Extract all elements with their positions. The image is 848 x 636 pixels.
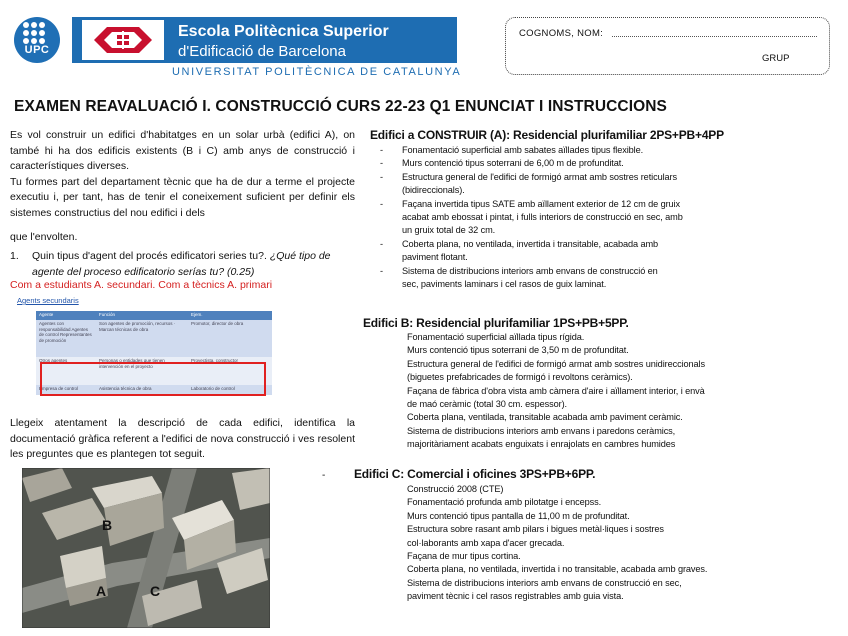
school-name-line1: Escola Politècnica Superior <box>178 23 389 40</box>
answer-text: Com a estudiants A. secundari. Com a tècnics A. primari <box>10 279 273 291</box>
intro-paragraph-2: Tu formes part del departament tècnic que ha de dur a terme el projecte executiu i, per tant, has de tenir el coneixement suficient per definir els sistemes constructius del nou edifici i dels <box>10 175 355 219</box>
building-c-line: Façana de mur tipus cortina. <box>407 551 521 562</box>
building-b-line: majoritàriament acabats enguixats i enrajolats en cambres humides <box>407 439 676 450</box>
building-b-line: Estructura general de l'edifici de formigó armat amb sostres unidireccionals <box>407 358 705 369</box>
highlight-box <box>40 362 266 396</box>
table-header-row <box>36 311 272 320</box>
building-b-line: Murs contenció tipus soterrani de 3,50 m de profunditat. <box>407 345 629 356</box>
building-a-item-line <box>376 211 731 224</box>
question-text: Quin tipus d'agent del procés edificatori series tu?. <box>32 250 267 262</box>
bullet-dash: - <box>380 145 383 155</box>
school-emblem <box>82 20 164 60</box>
building-b-line: Fonamentació superficial aïllada tipus rígida. <box>407 332 585 342</box>
building-c-line: col·laborants amb xapa d'acer grecada. <box>407 537 565 548</box>
building-c-dash: - <box>322 470 326 481</box>
instructions-paragraph: Llegeix atentament la descripció de cada edifici, identifica la documentació gràfica referent a l'edifici de nova construcció i ves resolent les preguntes que es plantegen tot seguit. <box>10 417 355 460</box>
intro-text <box>10 128 355 221</box>
name-field-line[interactable] <box>612 36 817 37</box>
building-a-item-text: Murs contenció tipus soterrani de 6,00 m de profunditat. <box>402 158 624 169</box>
building-b-line: Façana de fàbrica d'obra vista amb càmera d'aire i aïllament interior, i envà <box>407 385 705 396</box>
building-a-item-line <box>376 278 731 291</box>
building-a-item-text: Fonamentació superficial amb sabates aïllades tipus flexible. <box>402 145 644 155</box>
site-model-photo <box>22 468 270 628</box>
building-c-line: Coberta plana, no ventilada, invertida i no transitable, acabada amb graves. <box>407 564 708 575</box>
building-b-line: Coberta plana, ventilada, transitable acabada amb paviment ceràmic. <box>407 412 683 423</box>
table-cell: Laboratorio de control <box>188 385 272 395</box>
building-a-item-text: Coberta plana, no ventilada, invertida i transitable, acabada amb <box>402 238 659 249</box>
photo-label-c: C <box>150 583 161 599</box>
building-a-item-text: Façana invertida tipus SATE amb aïllament exterior de 12 cm de gruix <box>402 198 680 209</box>
table-cell: Asistencia técnica de obra <box>96 385 188 395</box>
table-row <box>36 320 272 357</box>
building-b-list <box>407 331 777 452</box>
table-cell: Son agentes de promoción, recursos · Marcan técnicas de obra <box>96 320 188 357</box>
building-c-line: Fonamentació profunda amb pilotatge i encepss. <box>407 497 602 508</box>
building-b-line: (biguetes prefabricades de formigó i revoltons ceràmics). <box>407 372 633 383</box>
table-cell: Personas o entidades que tienen intervención en el proyecto <box>96 357 188 385</box>
exam-title: EXAMEN REAVALUACIÓ I. CONSTRUCCIÓ CURS 22-23 Q1 ENUNCIAT I INSTRUCCIONS <box>14 98 667 115</box>
table-cell: Otros agentes <box>36 357 96 385</box>
school-name-line2: d'Edificació de Barcelona <box>178 43 346 60</box>
building-a-item-line <box>376 157 731 170</box>
building-a-item-text: (bidireccionals). <box>402 185 465 196</box>
table-cell: Empresa de control <box>36 385 96 395</box>
intro-paragraph-3: que l'envolten. <box>10 231 78 243</box>
name-label: COGNOMS, NOM: <box>519 28 604 39</box>
table-header-cell: Función <box>96 311 188 320</box>
building-a-item-line <box>376 251 731 264</box>
building-a-item-text: Sistema de distribucions interiors amb envans de construcció en <box>402 265 658 276</box>
photo-label-a: A <box>96 583 107 599</box>
question-text-block <box>32 249 362 280</box>
bullet-dash: - <box>380 238 383 249</box>
table-cell: Promotor, director de obra <box>188 320 272 357</box>
intro-paragraph-1: Es vol construir un edifici d'habitatges en un solar urbà (edifici A), on també hi ha dos edificis existents (B i C) amb anys de construcció i característiques diverses. <box>10 129 355 172</box>
building-a-item-line <box>376 224 731 237</box>
building-a-item-text: acabat amb ebossat i pintat, i fulls interiors de construcció en sec, amb <box>402 212 683 223</box>
agents-secondary-link[interactable]: Agents secundaris <box>17 296 79 305</box>
bullet-dash: - <box>380 171 383 182</box>
table-header-cell: Agente <box>36 311 96 320</box>
building-a-item-line <box>376 144 731 157</box>
building-a-item-line <box>376 184 731 197</box>
building-a-item-text: Estructura general de l'edifici de formigó armat amb sostres reticulars <box>402 171 677 182</box>
upc-logo <box>14 17 60 63</box>
question-number: 1. <box>10 250 19 262</box>
building-a-item-text: sec, paviments laminars i cel rasos de guix laminat. <box>402 279 607 290</box>
building-a-title: Edifici a CONSTRUIR (A): Residencial plurifamiliar 2PS+PB+4PP <box>370 128 724 142</box>
building-c-line: paviment tècnic i cel rasos registrables amb guia vista. <box>407 591 624 602</box>
building-b-line: Sistema de distribucions interiors amb envans i paredons ceràmics, <box>407 425 676 436</box>
student-name-box <box>505 17 830 75</box>
group-label: GRUP <box>762 53 790 64</box>
building-b-title: Edifici B: Residencial plurifamiliar 1PS+PB+5PP. <box>363 316 629 330</box>
building-b-line: de maó ceràmic (total 30 cm. espessor). <box>407 399 568 410</box>
building-a-list <box>376 144 731 291</box>
building-c-line: Estructura sobre rasant amb pilars i bigues metàl·liques i sostres <box>407 524 664 535</box>
building-a-item-line <box>376 198 731 211</box>
bullet-dash: - <box>380 265 383 276</box>
bullet-dash: - <box>380 198 383 209</box>
building-c-line: Sistema de distribucions interiors amb envans de construcció en sec, <box>407 577 682 588</box>
question-text-es: ¿Qué tipo de agente del proceso edificatorio serías tu? (0.25) <box>32 250 331 278</box>
upc-logo-dots <box>23 22 51 44</box>
building-c-line: Construcció 2008 (CTE) <box>407 484 504 494</box>
photo-label-b: B <box>102 517 113 533</box>
building-c-list <box>407 483 777 604</box>
building-c-title: Edifici C: Comercial i oficines 3PS+PB+6PP. <box>354 467 596 481</box>
upc-logo-text: UPC <box>24 44 50 56</box>
building-c-line: Murs contenció tipus pantalla de 11,00 m de profunditat. <box>407 510 630 521</box>
building-a-item-text: paviment flotant. <box>402 252 468 263</box>
emblem-icon <box>82 20 164 60</box>
university-name: UNIVERSITAT POLITÈCNICA DE CATALUNYA <box>172 66 462 78</box>
table-cell: Proyectista, constructor <box>188 357 272 385</box>
building-a-item-line <box>376 171 731 184</box>
building-a-item-line <box>376 238 731 251</box>
bullet-dash: - <box>380 158 383 169</box>
building-a-item-line <box>376 265 731 278</box>
table-cell: Agentes con responsabilidad Agentes de control Representantes de promoción <box>36 320 96 357</box>
building-a-item-text: un gruix total de 32 cm. <box>402 225 496 236</box>
table-header-cell: Ejem. <box>188 311 272 320</box>
